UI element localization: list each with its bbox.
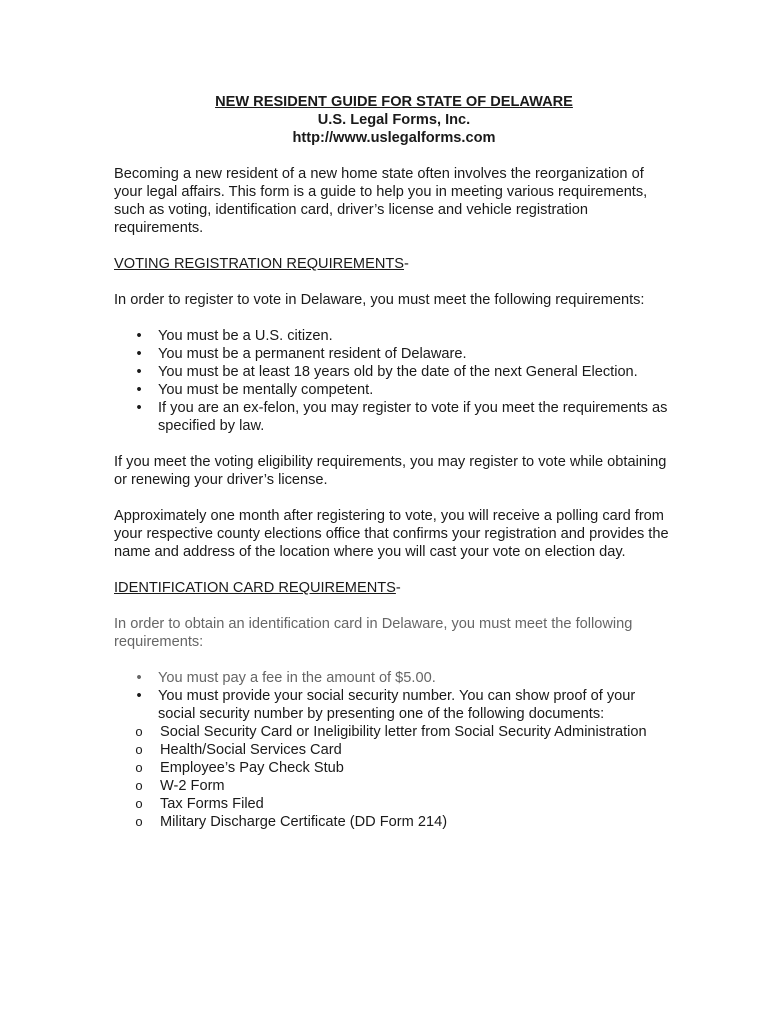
sub-list-item bbox=[114, 777, 674, 795]
id-card-requirements-list bbox=[114, 669, 674, 831]
list-item bbox=[114, 399, 674, 435]
id-card-section-title bbox=[114, 579, 674, 597]
list-item bbox=[114, 669, 674, 687]
list-item bbox=[114, 687, 674, 831]
id-card-title-suffix: - bbox=[395, 580, 401, 596]
list-item-text: You must provide your social security number. You can show proof of your social security number by presenting one of the following documents: bbox=[158, 688, 636, 722]
list-item bbox=[114, 363, 674, 381]
list-item bbox=[114, 381, 674, 399]
sub-list-item-text: W-2 Form bbox=[160, 778, 225, 794]
sub-list-item-text: Social Security Card or Ineligibility letter from Social Security Administration bbox=[160, 724, 647, 740]
sub-list-item-text: Tax Forms Filed bbox=[160, 796, 264, 812]
company-url: http://www.uslegalforms.com bbox=[292, 130, 496, 146]
sub-list-item-text: Employee’s Pay Check Stub bbox=[160, 760, 344, 776]
circle-bullet-icon: o bbox=[135, 796, 143, 811]
bullet-icon: • bbox=[136, 670, 142, 686]
voting-title-suffix: - bbox=[404, 256, 409, 272]
document-page bbox=[114, 93, 674, 831]
circle-bullet-icon: o bbox=[135, 724, 143, 739]
list-item-text: You must be at least 18 years old by the date of the next General Election. bbox=[158, 364, 638, 380]
document-title: NEW RESIDENT GUIDE FOR STATE OF DELAWARE bbox=[215, 94, 573, 110]
voting-eligibility-paragraph: If you meet the voting eligibility requirements, you may register to vote while obtaining or renewing your driver’s license. bbox=[114, 454, 667, 488]
sub-list-item bbox=[114, 741, 674, 759]
voting-section-title bbox=[114, 255, 674, 273]
circle-bullet-icon: o bbox=[135, 814, 143, 829]
sub-list-item bbox=[114, 813, 674, 831]
voting-intro: In order to register to vote in Delaware, you must meet the following requirements: bbox=[114, 292, 645, 308]
sub-list-item-text: Military Discharge Certificate (DD Form 214) bbox=[160, 814, 448, 830]
sub-list-item bbox=[114, 795, 674, 813]
id-card-title-text: IDENTIFICATION CARD REQUIREMENTS bbox=[114, 580, 396, 596]
list-item-text: You must be a permanent resident of Delaware. bbox=[158, 346, 467, 362]
sub-list-item-text: Health/Social Services Card bbox=[160, 742, 342, 758]
bullet-icon: • bbox=[136, 364, 142, 380]
circle-bullet-icon: o bbox=[135, 742, 143, 757]
sub-list-item bbox=[114, 723, 674, 741]
document-header bbox=[114, 93, 674, 147]
list-item-text: You must be a U.S. citizen. bbox=[158, 328, 333, 344]
bullet-icon: • bbox=[136, 688, 142, 704]
polling-card-paragraph: Approximately one month after registering to vote, you will receive a polling card from your respective county elections office that confirms your registration and provides the name and address of the location where you will cast your vote on election day. bbox=[114, 508, 669, 560]
voting-title-text: VOTING REGISTRATION REQUIREMENTS bbox=[114, 256, 405, 272]
circle-bullet-icon: o bbox=[135, 760, 143, 775]
circle-bullet-icon: o bbox=[135, 778, 143, 793]
company-name: U.S. Legal Forms, Inc. bbox=[317, 112, 471, 128]
list-item-text: You must pay a fee in the amount of $5.00. bbox=[158, 670, 436, 686]
list-item-text: You must be mentally competent. bbox=[158, 382, 374, 398]
voting-requirements-list bbox=[114, 327, 674, 435]
list-item-text: If you are an ex-felon, you may register to vote if you meet the requirements as specified by law. bbox=[158, 400, 668, 434]
bullet-icon: • bbox=[136, 400, 142, 416]
bullet-icon: • bbox=[136, 346, 142, 362]
list-item bbox=[114, 345, 674, 363]
id-card-intro: In order to obtain an identification card in Delaware, you must meet the following requirements: bbox=[114, 616, 633, 650]
list-item bbox=[114, 327, 674, 345]
sub-list-item bbox=[114, 759, 674, 777]
bullet-icon: • bbox=[136, 328, 142, 344]
bullet-icon: • bbox=[136, 382, 142, 398]
intro-paragraph: Becoming a new resident of a new home state often involves the reorganization of your legal affairs. This form is a guide to help you in meeting various requirements, such as voting, identification card, driver’s license and vehicle registration requirements. bbox=[114, 166, 648, 236]
ssn-documents-list bbox=[114, 723, 674, 831]
